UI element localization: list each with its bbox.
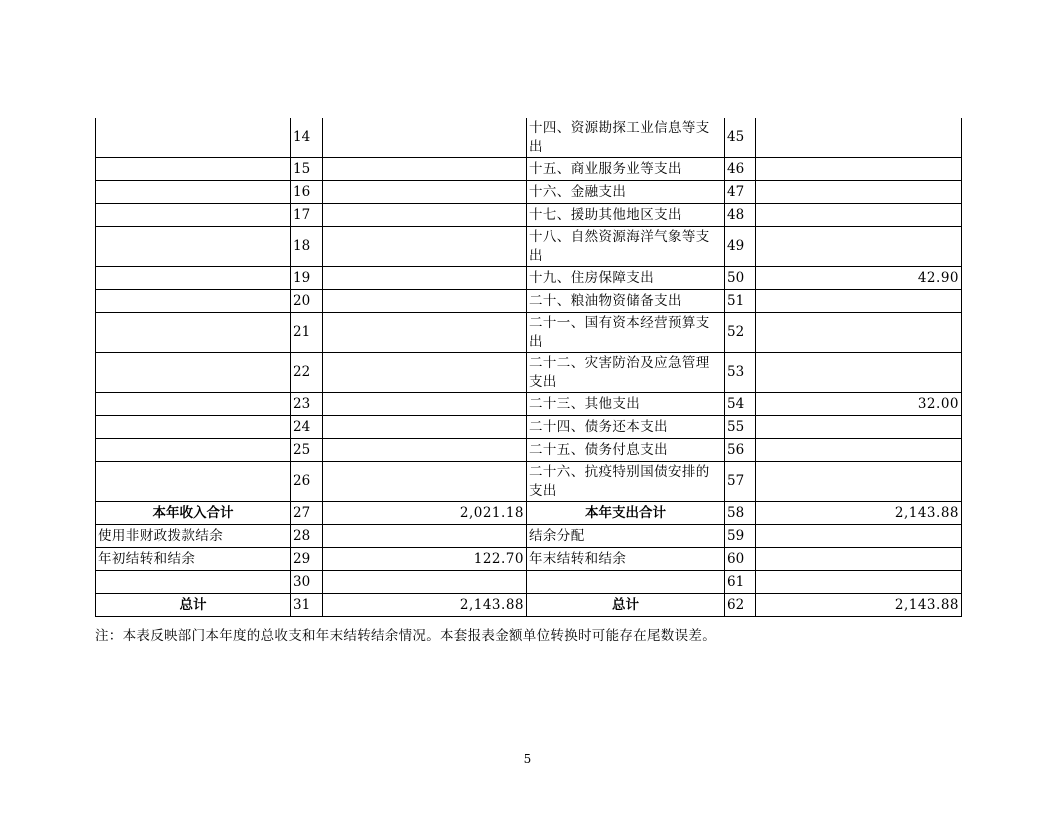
income-item-cell: [96, 158, 291, 181]
income-item-cell: [96, 313, 291, 353]
expenditure-amount-cell: 2,143.88: [756, 502, 962, 525]
income-item-cell: [96, 118, 291, 158]
expenditure-item-cell: [527, 571, 725, 594]
expenditure-amount-cell: 42.90: [756, 267, 962, 290]
expenditure-amount-cell: [756, 462, 962, 502]
income-line-number-cell: 23: [291, 393, 323, 416]
expenditure-line-number-cell: 61: [725, 571, 756, 594]
expenditure-line-number-cell: 59: [725, 525, 756, 548]
expenditure-item-cell: 二十五、债务付息支出: [527, 439, 725, 462]
income-line-number-cell: 24: [291, 416, 323, 439]
expenditure-amount-cell: [756, 313, 962, 353]
income-line-number-cell: 22: [291, 353, 323, 393]
table-body: [96, 118, 962, 617]
expenditure-line-number-cell: 56: [725, 439, 756, 462]
expenditure-line-number-cell: 53: [725, 353, 756, 393]
income-item-cell: [96, 439, 291, 462]
income-line-number-cell: 21: [291, 313, 323, 353]
expenditure-line-number-cell: 54: [725, 393, 756, 416]
expenditure-amount-cell: [756, 118, 962, 158]
expenditure-item-cell: 二十三、其他支出: [527, 393, 725, 416]
expenditure-item-cell: 本年支出合计: [527, 502, 725, 525]
expenditure-line-number-cell: 55: [725, 416, 756, 439]
page-number: 5: [523, 752, 532, 766]
expenditure-amount-cell: 2,143.88: [756, 594, 962, 617]
expenditure-line-number-cell: 47: [725, 181, 756, 204]
expenditure-amount-cell: [756, 571, 962, 594]
table-row: [96, 439, 962, 462]
table-row: [96, 267, 962, 290]
income-amount-cell: [323, 227, 527, 267]
expenditure-amount-cell: [756, 158, 962, 181]
income-line-number-cell: 26: [291, 462, 323, 502]
income-item-cell: 年初结转和结余: [96, 548, 291, 571]
expenditure-item-cell: 二十六、抗疫特别国债安排的支出: [527, 462, 725, 502]
income-line-number-cell: 30: [291, 571, 323, 594]
table-row: [96, 502, 962, 525]
expenditure-item-cell: 十七、援助其他地区支出: [527, 204, 725, 227]
income-item-cell: [96, 393, 291, 416]
expenditure-line-number-cell: 62: [725, 594, 756, 617]
table-row: [96, 290, 962, 313]
expenditure-amount-cell: [756, 548, 962, 571]
expenditure-amount-cell: [756, 416, 962, 439]
table-row: [96, 118, 962, 158]
income-line-number-cell: 17: [291, 204, 323, 227]
income-amount-cell: 2,021.18: [323, 502, 527, 525]
expenditure-line-number-cell: 50: [725, 267, 756, 290]
income-amount-cell: [323, 439, 527, 462]
income-line-number-cell: 14: [291, 118, 323, 158]
expenditure-item-cell: 十六、金融支出: [527, 181, 725, 204]
table-row: [96, 548, 962, 571]
expenditure-amount-cell: 32.00: [756, 393, 962, 416]
income-item-cell: 总计: [96, 594, 291, 617]
income-amount-cell: [323, 267, 527, 290]
income-amount-cell: [323, 290, 527, 313]
income-line-number-cell: 31: [291, 594, 323, 617]
income-amount-cell: [323, 353, 527, 393]
income-item-cell: [96, 290, 291, 313]
income-line-number-cell: 20: [291, 290, 323, 313]
table-row: [96, 525, 962, 548]
table-row: [96, 571, 962, 594]
expenditure-amount-cell: [756, 353, 962, 393]
expenditure-line-number-cell: 45: [725, 118, 756, 158]
table-row: [96, 158, 962, 181]
table-row: [96, 416, 962, 439]
income-item-cell: [96, 181, 291, 204]
expenditure-amount-cell: [756, 181, 962, 204]
income-amount-cell: [323, 118, 527, 158]
expenditure-item-cell: 二十一、国有资本经营预算支出: [527, 313, 725, 353]
income-amount-cell: [323, 571, 527, 594]
income-item-cell: [96, 416, 291, 439]
expenditure-item-cell: 二十四、债务还本支出: [527, 416, 725, 439]
expenditure-item-cell: 十八、自然资源海洋气象等支出: [527, 227, 725, 267]
expenditure-line-number-cell: 57: [725, 462, 756, 502]
expenditure-line-number-cell: 58: [725, 502, 756, 525]
table-row: [96, 181, 962, 204]
income-amount-cell: [323, 525, 527, 548]
expenditure-amount-cell: [756, 290, 962, 313]
income-item-cell: 本年收入合计: [96, 502, 291, 525]
income-line-number-cell: 18: [291, 227, 323, 267]
expenditure-item-cell: 十四、资源勘探工业信息等支出: [527, 118, 725, 158]
income-item-cell: [96, 267, 291, 290]
income-amount-cell: [323, 416, 527, 439]
income-line-number-cell: 15: [291, 158, 323, 181]
expenditure-item-cell: 二十、粮油物资储备支出: [527, 290, 725, 313]
income-item-cell: [96, 227, 291, 267]
table-row: [96, 462, 962, 502]
expenditure-line-number-cell: 46: [725, 158, 756, 181]
income-line-number-cell: 19: [291, 267, 323, 290]
table-row: [96, 353, 962, 393]
budget-table: [95, 118, 962, 617]
income-item-cell: [96, 571, 291, 594]
table-row: [96, 313, 962, 353]
expenditure-item-cell: 二十二、灾害防治及应急管理支出: [527, 353, 725, 393]
income-item-cell: 使用非财政拨款结余: [96, 525, 291, 548]
table-row: [96, 227, 962, 267]
expenditure-line-number-cell: 52: [725, 313, 756, 353]
expenditure-item-cell: 总计: [527, 594, 725, 617]
expenditure-item-cell: 结余分配: [527, 525, 725, 548]
expenditure-line-number-cell: 48: [725, 204, 756, 227]
income-item-cell: [96, 204, 291, 227]
expenditure-line-number-cell: 49: [725, 227, 756, 267]
income-amount-cell: [323, 313, 527, 353]
expenditure-amount-cell: [756, 439, 962, 462]
income-line-number-cell: 25: [291, 439, 323, 462]
expenditure-line-number-cell: 51: [725, 290, 756, 313]
income-amount-cell: [323, 462, 527, 502]
income-item-cell: [96, 462, 291, 502]
table-row: [96, 393, 962, 416]
table-row: [96, 204, 962, 227]
income-amount-cell: [323, 393, 527, 416]
income-item-cell: [96, 353, 291, 393]
table-row: [96, 594, 962, 617]
expenditure-item-cell: 十五、商业服务业等支出: [527, 158, 725, 181]
income-amount-cell: 122.70: [323, 548, 527, 571]
expenditure-item-cell: 十九、住房保障支出: [527, 267, 725, 290]
income-line-number-cell: 28: [291, 525, 323, 548]
income-amount-cell: [323, 181, 527, 204]
expenditure-amount-cell: [756, 204, 962, 227]
income-amount-cell: [323, 204, 527, 227]
expenditure-line-number-cell: 60: [725, 548, 756, 571]
income-amount-cell: [323, 158, 527, 181]
income-amount-cell: 2,143.88: [323, 594, 527, 617]
expenditure-item-cell: 年末结转和结余: [527, 548, 725, 571]
expenditure-amount-cell: [756, 525, 962, 548]
income-line-number-cell: 27: [291, 502, 323, 525]
expenditure-amount-cell: [756, 227, 962, 267]
income-line-number-cell: 16: [291, 181, 323, 204]
income-line-number-cell: 29: [291, 548, 323, 571]
table-footnote: 注：本表反映部门本年度的总收支和年末结转结余情况。本套报表金额单位转换时可能存在尾数误差。: [95, 628, 716, 644]
